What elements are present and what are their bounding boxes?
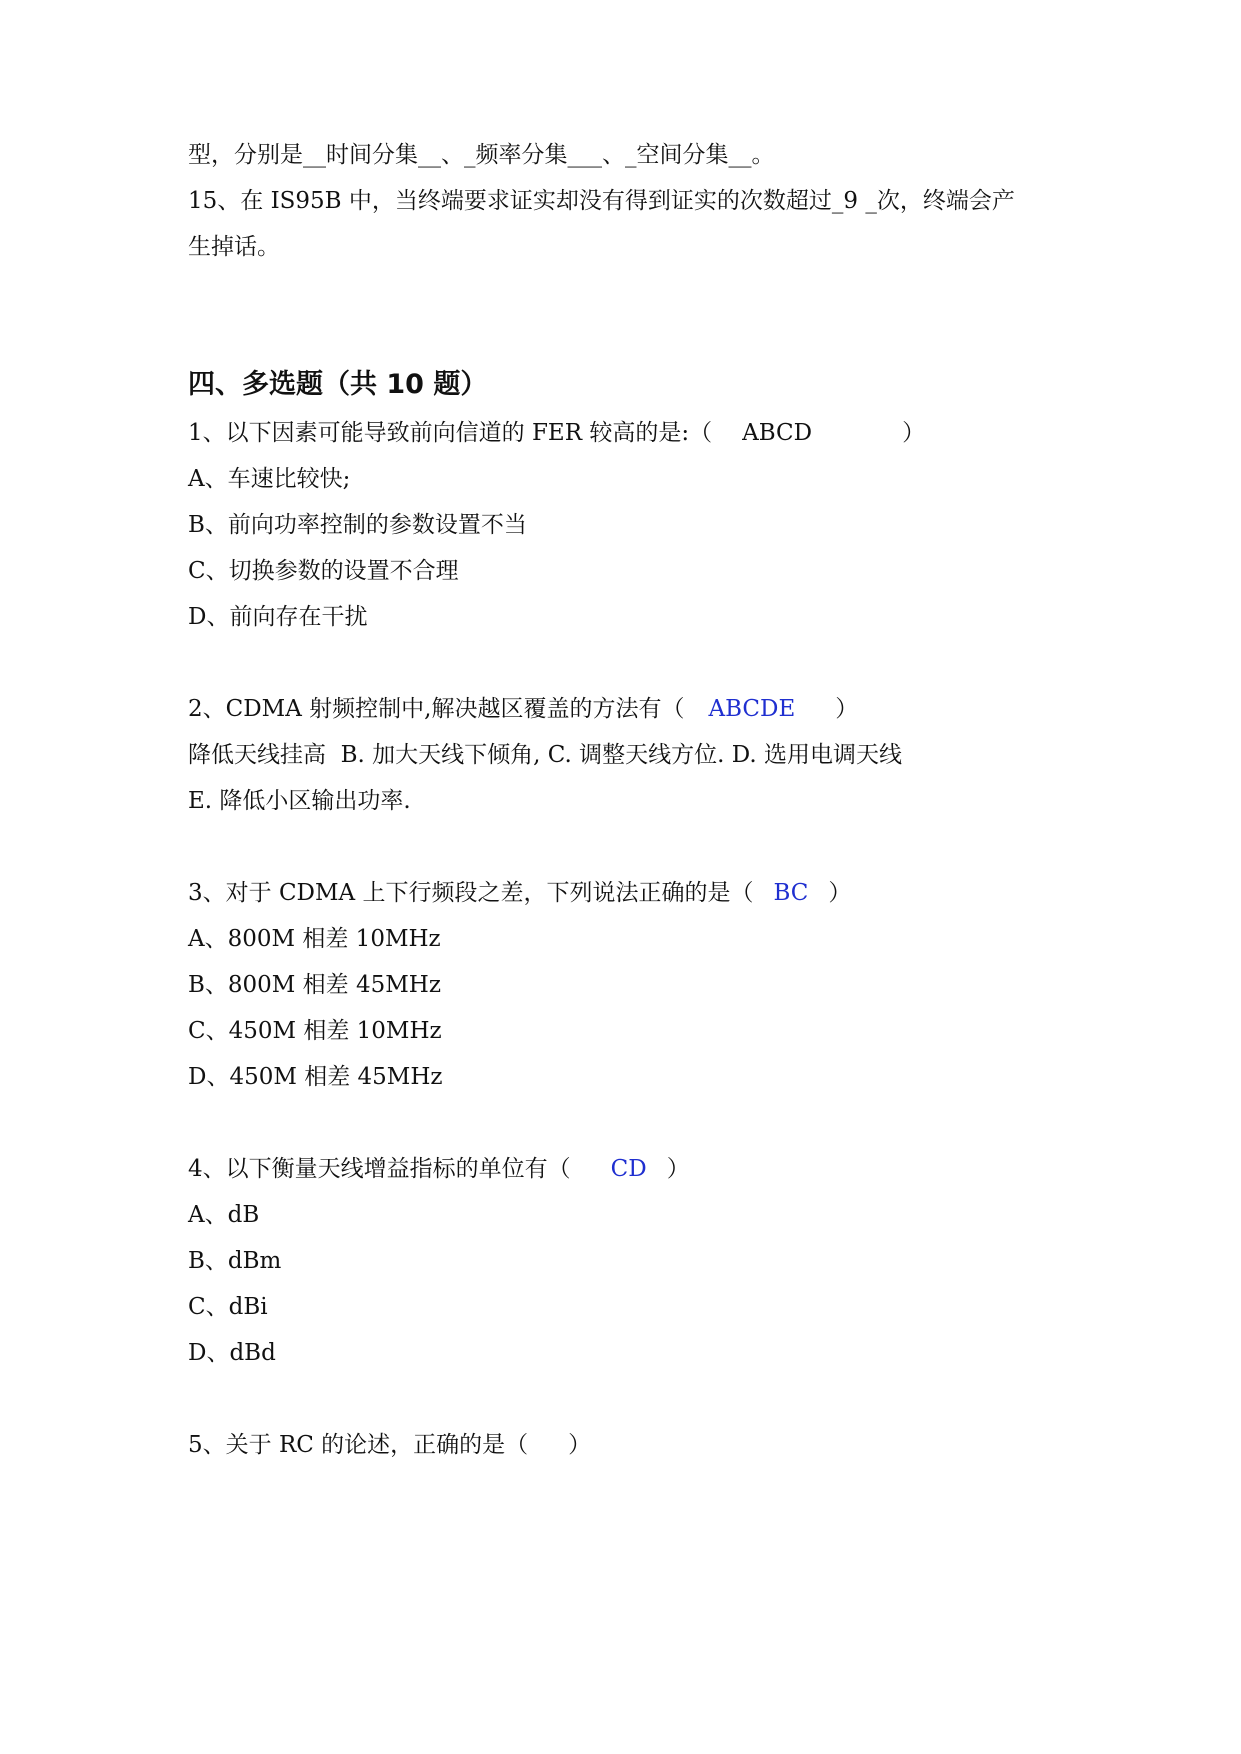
question-3-option-a: A、800M 相差 10MHz [188, 926, 441, 952]
question-4-option-a: A、dB [188, 1202, 260, 1228]
fill-line-2: 15、在 IS95B 中，当终端要求证实却没有得到证实的次数超过_9 _次，终端会产 [188, 188, 1015, 214]
question-4-option-d: D、dBd [188, 1340, 276, 1366]
question-1-stem: 1、以下因素可能导致前向信道的 FER 较高的是:（ ABCD ） [188, 420, 926, 446]
fill-line-1: 型，分别是__时间分集__、_频率分集___、_空间分集__。 [188, 142, 775, 168]
fill-line-3: 生掉话。 [188, 234, 280, 260]
question-1-answer: ABCD [742, 420, 813, 446]
section-title: 四、多选题（共 10 题） [188, 369, 488, 400]
question-1-option-a: A、车速比较快; [188, 466, 351, 492]
question-1-option-c: C、切换参数的设置不合理 [188, 558, 459, 584]
question-1-option-b: B、前向功率控制的参数设置不当 [188, 512, 527, 538]
question-4-option-b: B、dBm [188, 1248, 282, 1274]
question-5-stem: 5、关于 RC 的论述，正确的是（ ） [188, 1432, 592, 1458]
question-2-option-line-2: E. 降低小区输出功率. [188, 788, 411, 814]
question-3-option-d: D、450M 相差 45MHz [188, 1064, 443, 1090]
question-3-option-c: C、450M 相差 10MHz [188, 1018, 442, 1044]
question-3-answer: BC [773, 880, 809, 906]
question-4-option-c: C、dBi [188, 1294, 268, 1320]
question-3-option-b: B、800M 相差 45MHz [188, 972, 441, 998]
question-3-stem: 3、对于 CDMA 上下行频段之差，下列说法正确的是（ BC ） [188, 880, 852, 906]
question-2-option-line-1: 降低天线挂高 B. 加大天线下倾角, C. 调整天线方位. D. 选用电调天线 [188, 742, 903, 768]
question-1-option-d: D、前向存在干扰 [188, 604, 368, 630]
question-2-answer: ABCDE [708, 696, 796, 722]
question-4-answer: CD [610, 1156, 647, 1182]
question-4-stem: 4、以下衡量天线增益指标的单位有（ CD ） [188, 1156, 690, 1182]
question-2-stem: 2、CDMA 射频控制中,解决越区覆盖的方法有（ ABCDE ） [188, 696, 859, 722]
